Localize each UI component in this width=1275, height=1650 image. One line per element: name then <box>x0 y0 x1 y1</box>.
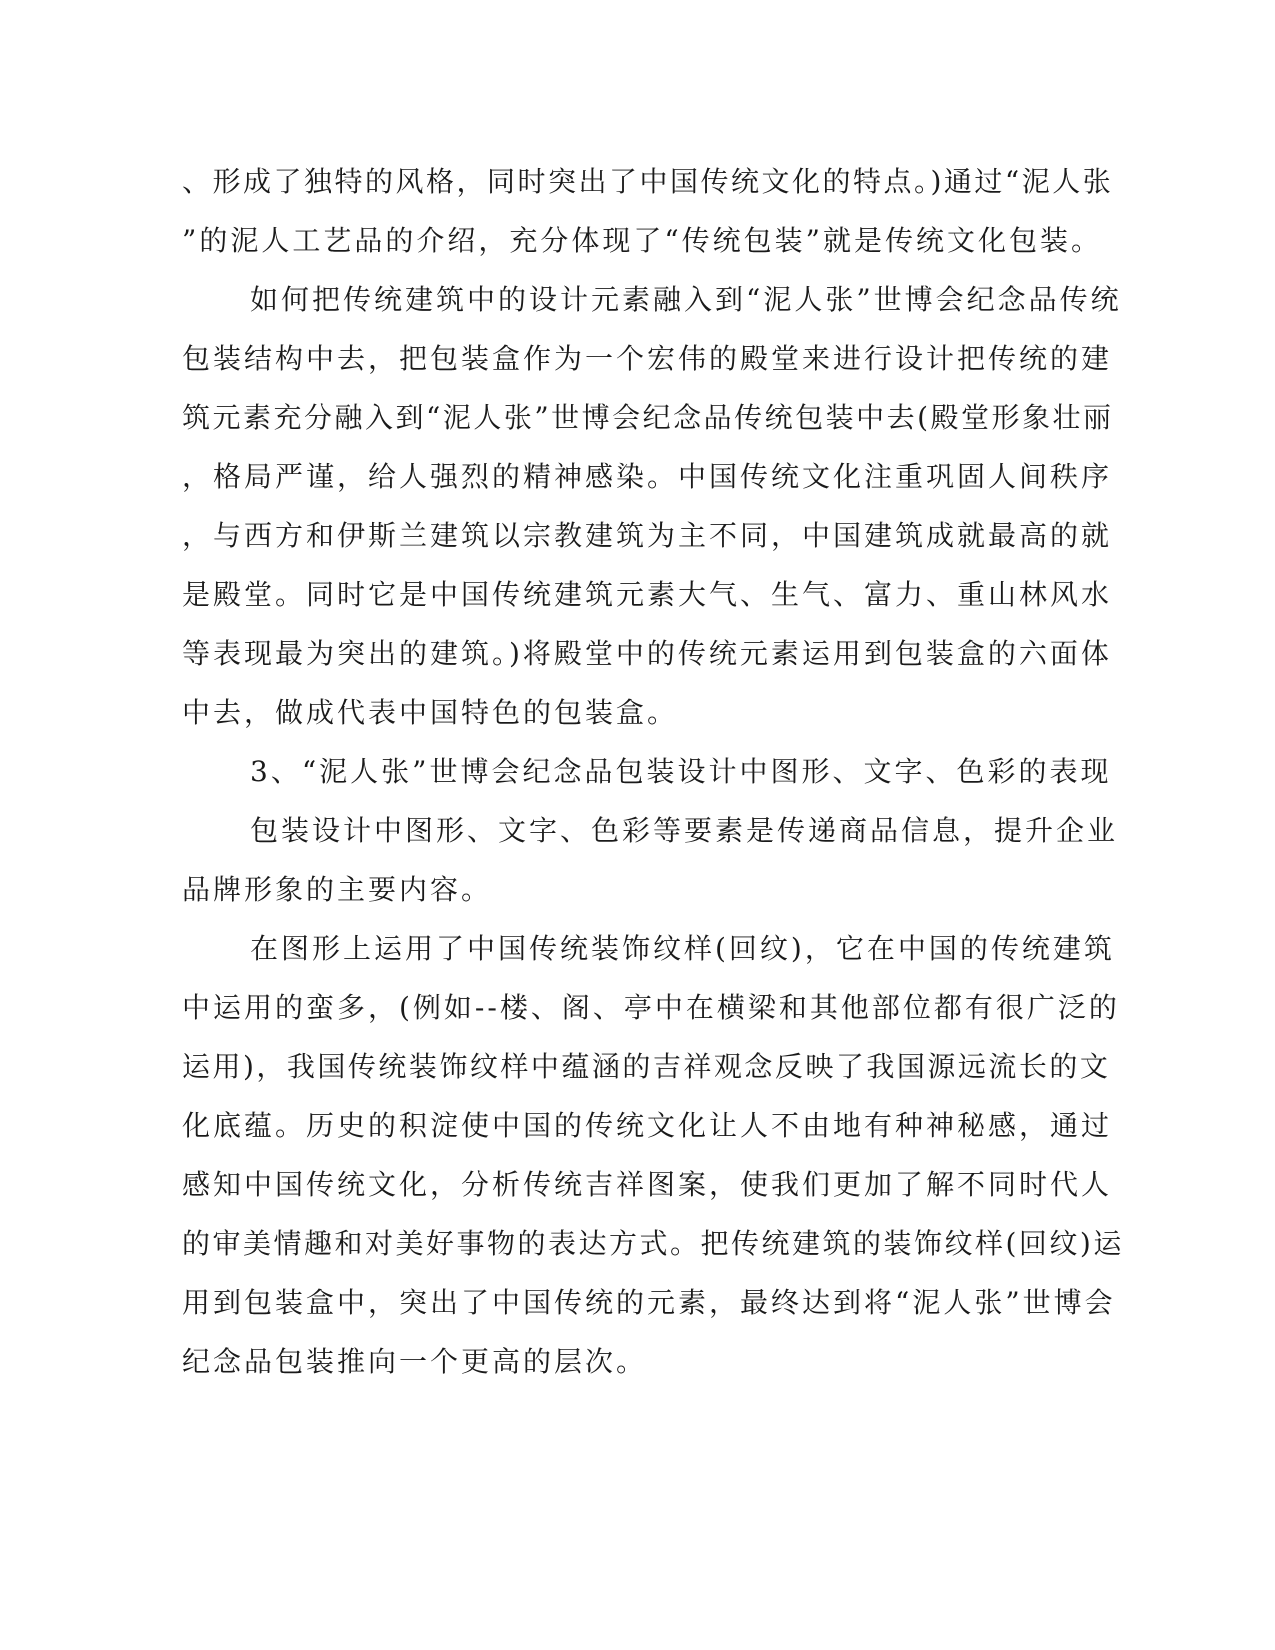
text-line: 纪念品包装推向一个更高的层次。 <box>182 1345 648 1378</box>
text-line: 运用)，我国传统装饰纹样中蕴涵的吉祥观念反映了我国源远流长的文 <box>182 1050 1111 1083</box>
paragraph-start-line: 在图形上运用了中国传统装饰纹样(回纹)，它在中国的传统建筑 <box>250 932 1115 965</box>
paragraph-start-line: 包装设计中图形、文字、色彩等要素是传递商品信息，提升企业 <box>250 814 1119 847</box>
text-line: 是殿堂。同时它是中国传统建筑元素大气、生气、富力、重山林风水 <box>182 578 1113 611</box>
text-line: ，与西方和伊斯兰建筑以宗教建筑为主不同，中国建筑成就最高的就 <box>182 519 1113 552</box>
text-line: 筑元素充分融入到“泥人张”世博会纪念品传统包装中去(殿堂形象壮丽 <box>182 401 1114 434</box>
text-line: ”的泥人工艺品的介绍，充分体现了“传统包装”就是传统文化包装。 <box>182 224 1102 257</box>
text-line: 用到包装盒中，突出了中国传统的元素，最终达到将“泥人张”世博会 <box>182 1286 1116 1319</box>
section-heading: 3、“泥人张”世博会纪念品包装设计中图形、文字、色彩的表现 <box>250 755 1112 788</box>
text-line: ，格局严谨，给人强烈的精神感染。中国传统文化注重巩固人间秩序 <box>182 460 1113 493</box>
text-line: 中去，做成代表中国特色的包装盒。 <box>182 696 679 729</box>
text-line: 、形成了独特的风格，同时突出了中国传统文化的特点。)通过“泥人张 <box>182 165 1114 198</box>
text-line: 感知中国传统文化，分析传统吉祥图案，使我们更加了解不同时代人 <box>182 1168 1113 1201</box>
paragraph-start-line: 如何把传统建筑中的设计元素融入到“泥人张”世博会纪念品传统 <box>250 283 1122 316</box>
text-line: 化底蕴。历史的积淀使中国的传统文化让人不由地有种神秘感，通过 <box>182 1109 1113 1142</box>
text-line: 等表现最为突出的建筑。)将殿堂中的传统元素运用到包装盒的六面体 <box>182 637 1112 670</box>
text-line: 品牌形象的主要内容。 <box>182 873 493 906</box>
text-line: 的审美情趣和对美好事物的表达方式。把传统建筑的装饰纹样(回纹)运 <box>182 1227 1124 1260</box>
text-line: 中运用的蛮多，(例如--楼、阁、亭中在横梁和其他部位都有很广泛的 <box>182 991 1120 1024</box>
text-line: 包装结构中去，把包装盒作为一个宏伟的殿堂来进行设计把传统的建 <box>182 342 1113 375</box>
